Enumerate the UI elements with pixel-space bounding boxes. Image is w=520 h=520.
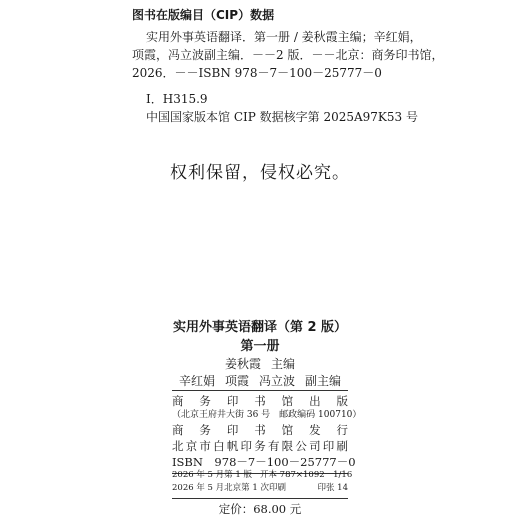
printer-line: 北京市白帆印务有限公司印刷 (172, 439, 348, 453)
associate-editor-name: 项霞 (224, 374, 249, 388)
associate-editor-name: 辛红娟 (178, 374, 215, 388)
cip-heading: 图书在版编目（CIP）数据 (132, 8, 275, 22)
associate-editors-role: 副主编 (305, 374, 342, 388)
associate-editors-line (0, 373, 520, 390)
cip-record-line: 2026．－－ISBN 978－7－100－25777－0 (132, 66, 382, 80)
colophon-header (0, 318, 520, 390)
printing-row (172, 482, 348, 495)
format-size: 开本 787×1092 1/16 (259, 470, 353, 480)
first-edition-date: 2026 年 5 月第 1 版 (172, 470, 252, 480)
volume-label: 第一册 (240, 339, 280, 354)
rights-notice: 权利保留，侵权必究。 (170, 163, 350, 183)
printed-sheets: 印张 14 (317, 483, 348, 493)
cip-library-record: 中国国家版本馆 CIP 数据核字第 2025A97K53 号 (146, 110, 418, 124)
chief-editor-role: 主编 (271, 357, 296, 371)
first-printing-date: 2026 年 5 月北京第 1 次印刷 (172, 483, 286, 493)
associate-editor-name: 冯立波 (259, 374, 296, 388)
isbn-line: ISBN 978－7－100－25777－0 (172, 455, 356, 469)
edition-row (172, 469, 353, 482)
cip-record-line: 实用外事英语翻译．第一册 / 姜秋霞主编；辛红娟， (146, 30, 422, 44)
publisher-line: 商 务 印 书 馆 出 版 (172, 394, 348, 408)
publication-info-block (172, 390, 362, 474)
chief-editor-name: 姜秋霞 (224, 357, 261, 371)
distributor-line: 商 务 印 书 馆 发 行 (172, 423, 348, 437)
price-line: 定价：68.00 元 (172, 498, 348, 517)
chief-editor-line (0, 356, 520, 373)
cip-data-block (132, 6, 452, 126)
cip-record-line: 项霞，冯立波副主编．－－2 版．－－北京：商务印书馆， (132, 48, 444, 62)
cip-classification: Ⅰ．H315.9 (146, 92, 208, 106)
edition-info (172, 469, 353, 495)
publisher-address: （北京王府井大街 36 号 邮政编码 100710） (172, 410, 362, 420)
book-title: 实用外事英语翻译（第 2 版） (172, 320, 348, 335)
